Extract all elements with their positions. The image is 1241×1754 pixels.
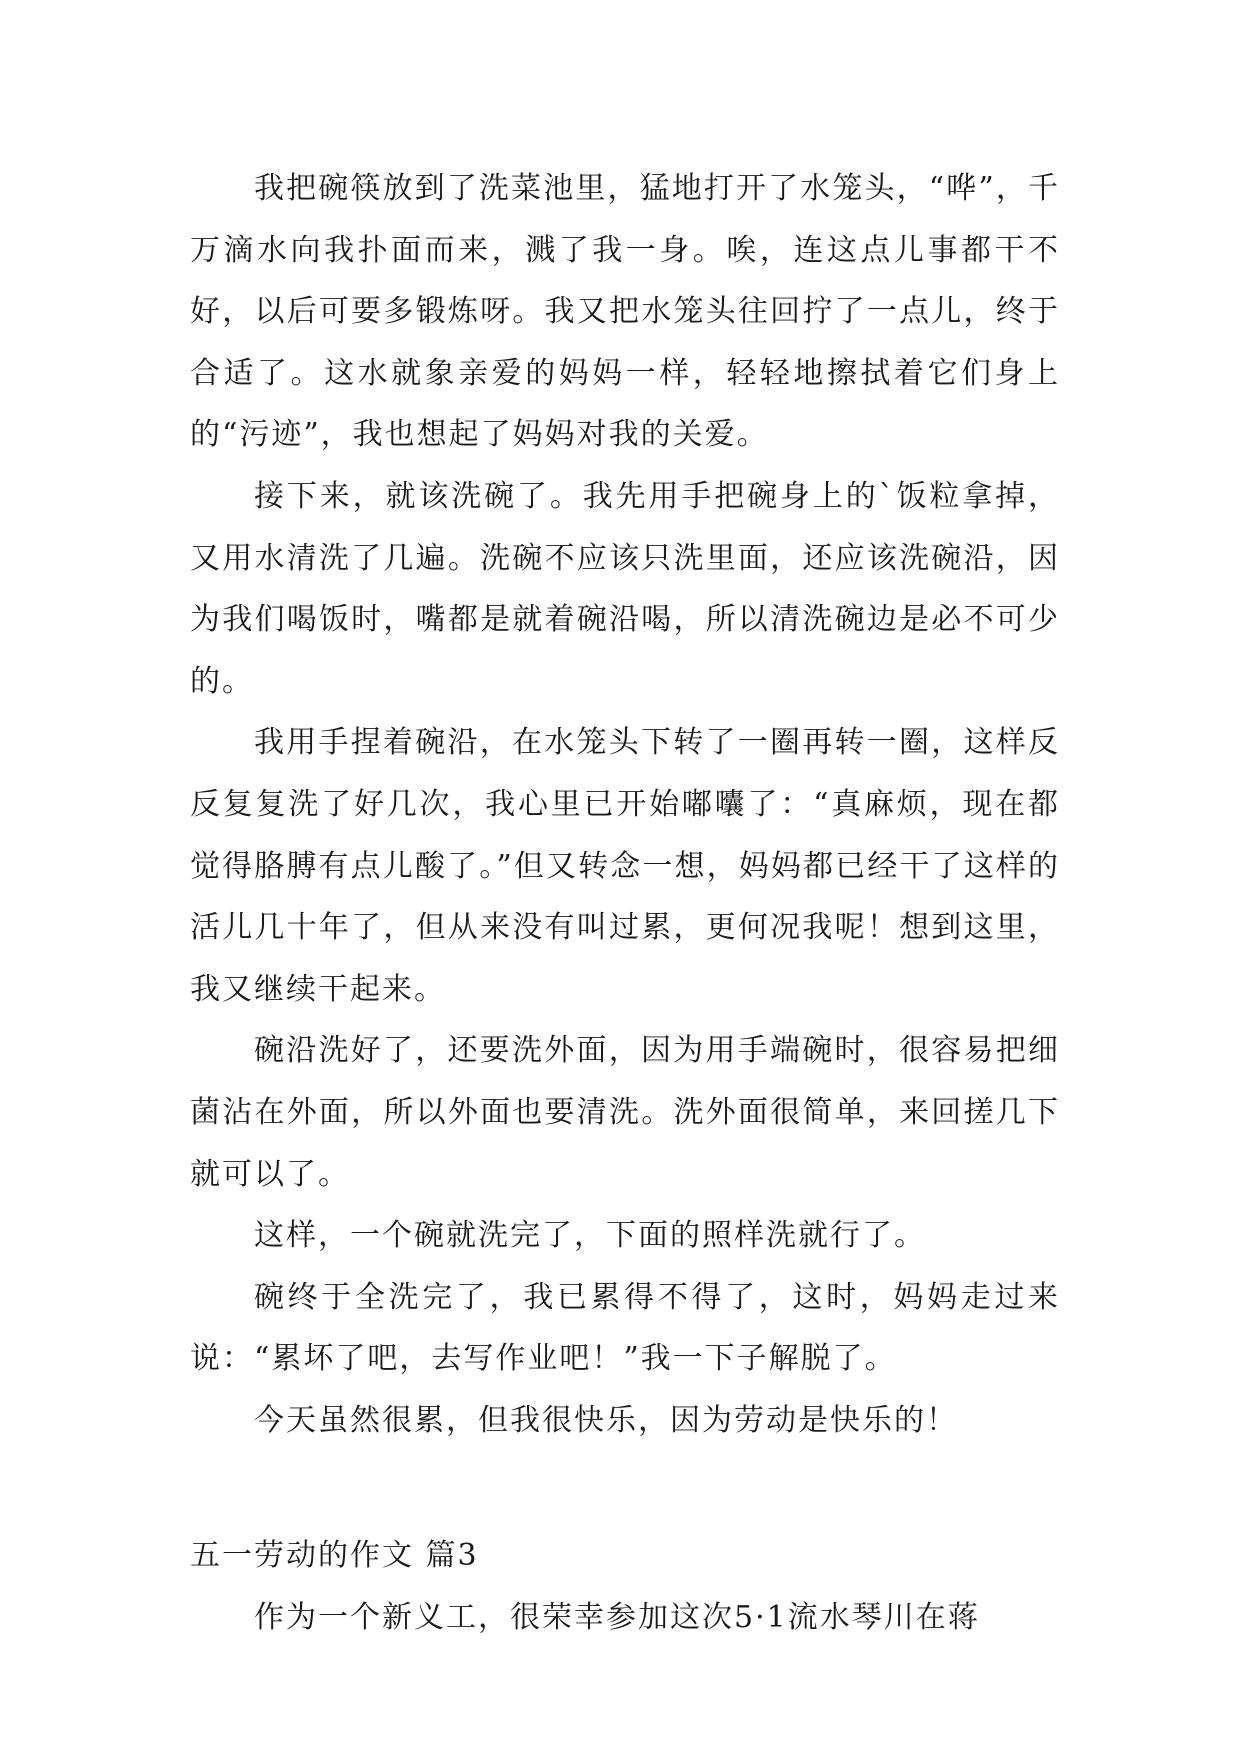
section-heading: 五一劳动的作文 篇3 [190,1538,479,1574]
paragraph-6: 碗终于全洗完了，我已累得不得了，这时，妈妈走过来说：“累坏了吧，去写作业吧！”我一下子解脱了。 [190,1279,1060,1377]
paragraph-3: 我用手捏着碗沿，在水笼头下转了一圈再转一圈，这样反反复复洗了好几次，我心里已开始嘟囔了：“真麻烦，现在都觉得胳膊有点儿酸了。”但又转念一想，妈妈都已经干了这样的活儿几十年了，但从来没有叫过累，更何况我呢！想到这里，我又继续干起来。 [190,725,1060,1007]
paragraph-5: 这样，一个碗就洗完了，下面的照样洗就行了。 [254,1218,926,1254]
paragraph-1: 我把碗筷放到了洗菜池里，猛地打开了水笼头，“哗”，千万滴水向我扑面而来，溅了我一身。唉，连这点儿事都干不好，以后可要多锻炼呀。我又把水笼头往回拧了一点儿，终于合适了。这水就象亲爱的妈妈一样，轻轻地擦拭着它们身上的“污迹”，我也想起了妈妈对我的关爱。 [190,171,1060,453]
paragraph-7: 今天虽然很累，但我很快乐，因为劳动是快乐的！ [254,1402,958,1438]
document-page [190,158,1060,1649]
paragraph-2: 接下来，就该洗碗了。我先用手把碗身上的`饭粒拿掉，又用水清洗了几遍。洗碗不应该只洗里面，还应该洗碗沿，因为我们喝饭时，嘴都是就着碗沿喝，所以清洗碗边是必不可少的。 [190,478,1060,699]
paragraph-4: 碗沿洗好了，还要洗外面，因为用手端碗时，很容易把细菌沾在外面，所以外面也要清洗。洗外面很简单，来回搓几下就可以了。 [190,1033,1060,1192]
paragraph-8: 作为一个新义工，很荣幸参加这次5·1流水琴川在蒋 [254,1600,980,1636]
